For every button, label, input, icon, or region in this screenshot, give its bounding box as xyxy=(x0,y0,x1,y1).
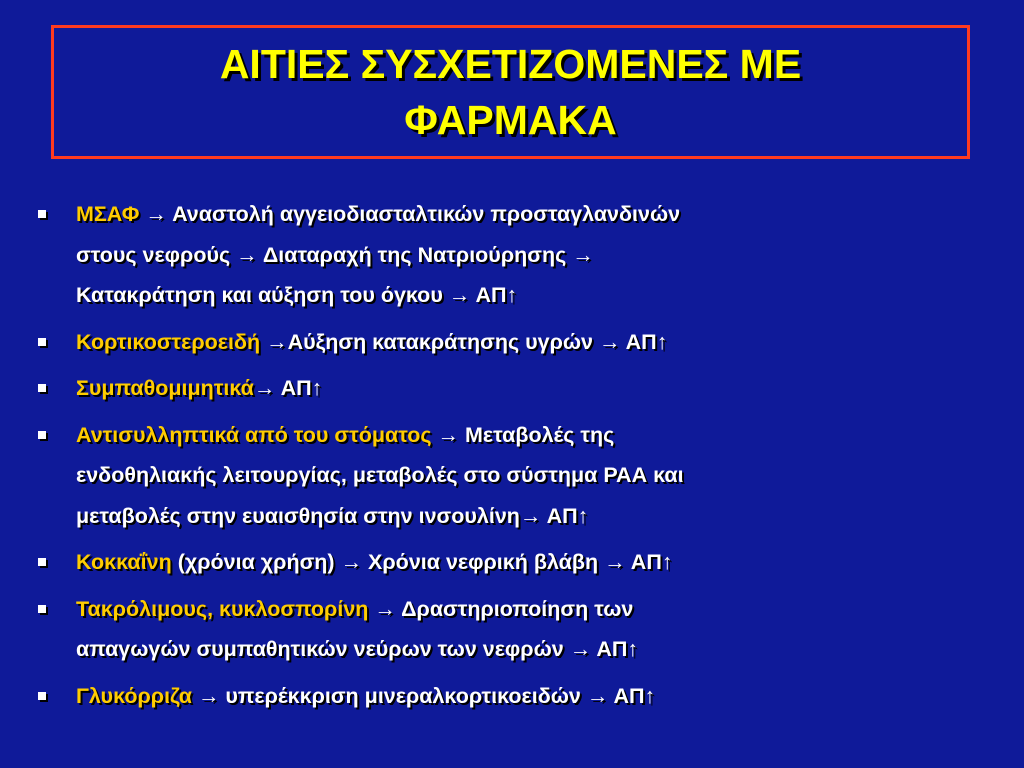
bullet-text: → Δραστηριοποίηση των xyxy=(368,596,634,621)
bullet-key: ΜΣΑΦ xyxy=(76,202,140,226)
bullet-item-msaf xyxy=(36,194,996,316)
bullet-line xyxy=(76,415,996,456)
bullet-item-oral-contraceptives xyxy=(36,415,996,537)
bullet-key: Αντισυλληπτικά από του στόματος xyxy=(76,422,432,447)
bullet-item-cocaine xyxy=(36,542,996,583)
square-bullet-icon xyxy=(38,210,46,218)
bullet-line: ενδοθηλιακής λειτουργίας, μεταβολές στο σύστημα ΡΑΑ και xyxy=(76,463,684,487)
slide-title-line-1: ΑΙΤΙΕΣ ΣΥΣΧΕΤΙΖΟΜΕΝΕΣ ΜΕ xyxy=(219,41,802,87)
bullet-line xyxy=(76,676,996,717)
bullet-text: (χρόνια χρήση) → Χρόνια νεφρική βλάβη → ΑΠ↑ xyxy=(171,550,673,574)
bullet-key: Συμπαθομιμητικά xyxy=(76,376,254,400)
bullet-key: Τακρόλιμους, κυκλοσπορίνη xyxy=(76,596,369,621)
bullet-text: → υπερέκκριση μινεραλκορτικοειδών → ΑΠ↑ xyxy=(191,683,656,708)
bullet-text: → ΑΠ↑ xyxy=(253,376,323,400)
bullet-text: → Μεταβολές της xyxy=(431,422,615,447)
bullet-key: Κορτικοστεροειδή xyxy=(76,329,261,354)
bullet-line xyxy=(76,194,996,235)
square-bullet-icon xyxy=(38,605,46,613)
bullet-line: απαγωγών συμπαθητικών νεύρων των νεφρών → ΑΠ↑ xyxy=(76,637,639,661)
square-bullet-icon xyxy=(38,384,46,392)
square-bullet-icon xyxy=(38,692,46,700)
bullet-text: → Αναστολή αγγειοδιασταλτικών προσταγλανδινών xyxy=(139,202,681,226)
bullet-line: μεταβολές στην ευαισθησία στην ινσουλίνη→ ΑΠ↑ xyxy=(76,503,589,528)
bullet-line xyxy=(76,542,996,583)
slide-title-line-2: ΦΑΡΜΑΚΑ xyxy=(404,97,617,143)
title-box xyxy=(51,25,970,159)
bullet-line xyxy=(76,589,996,630)
bullet-key: Κοκκαΐνη xyxy=(76,550,172,574)
bullet-list xyxy=(36,194,996,722)
bullet-line: στους νεφρούς → Διαταραχή της Νατριούρησης → xyxy=(76,242,594,267)
square-bullet-icon xyxy=(38,338,46,346)
bullet-line xyxy=(76,322,996,363)
square-bullet-icon xyxy=(38,558,46,566)
bullet-item-sympathomimetics xyxy=(36,368,996,409)
bullet-key: Γλυκόρριζα xyxy=(76,683,192,708)
bullet-item-licorice xyxy=(36,676,996,717)
bullet-line: Κατακράτηση και αύξηση του όγκου → ΑΠ↑ xyxy=(76,283,518,307)
square-bullet-icon xyxy=(38,431,46,439)
bullet-item-tacrolimus-cyclosporine xyxy=(36,589,996,670)
bullet-line xyxy=(76,368,996,409)
bullet-item-corticosteroids xyxy=(36,322,996,363)
bullet-text: →Αύξηση κατακράτησης υγρών → ΑΠ↑ xyxy=(260,329,668,354)
